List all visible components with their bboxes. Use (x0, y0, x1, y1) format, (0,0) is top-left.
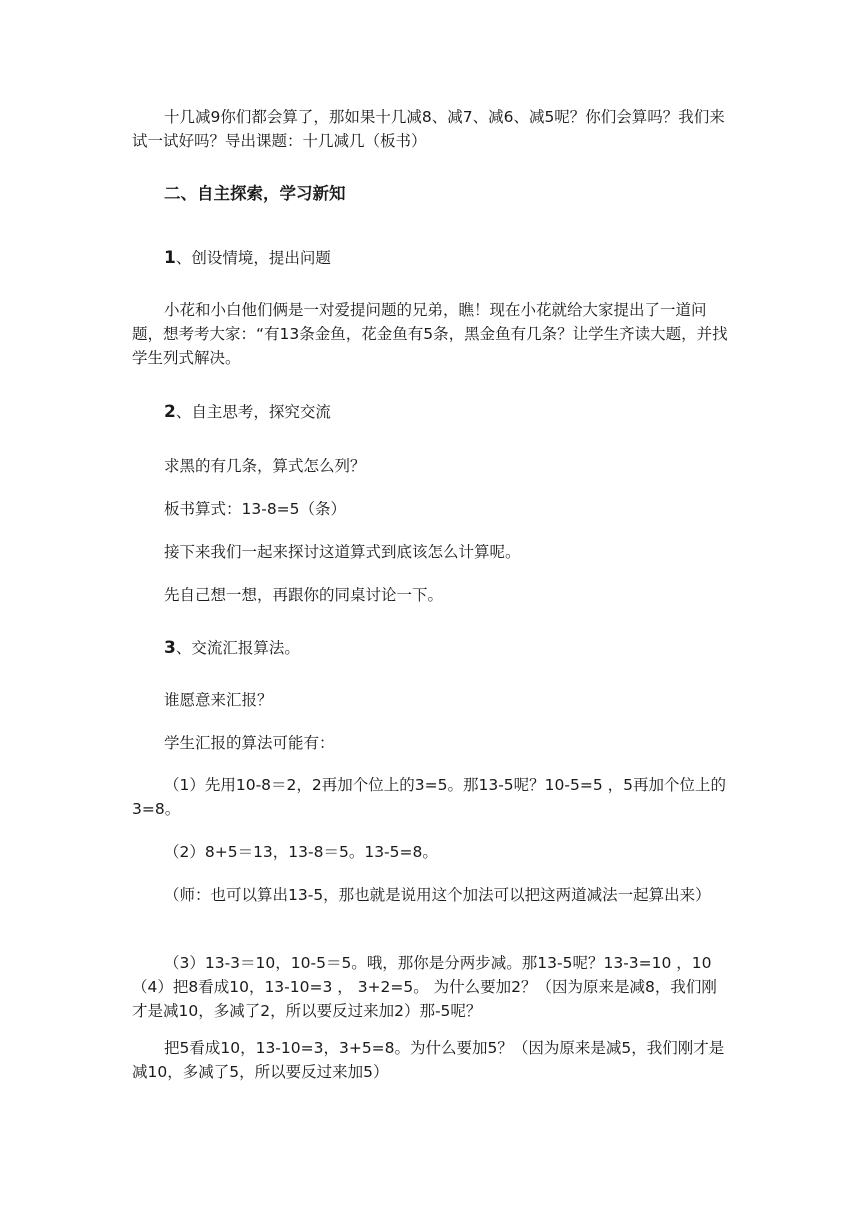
methods-paragraph: 学生汇报的算法可能有： (164, 734, 335, 752)
step1-title: 、创设情境，提出问题 (175, 249, 331, 267)
intro-paragraph: 十几减9你们都会算了，那如果十几减8、减7、减6、减5呢？你们会算吗？我们来试一试好吗？导出课题：十几减几（板书） (132, 108, 725, 150)
step1-heading (132, 246, 732, 270)
think-paragraph: 先自己想一想，再跟你的同桌讨论一下。 (164, 586, 444, 604)
method4-paragraph: 把5看成10，13-10=3，3+5=8。为什么要加5？（因为原来是减5，我们刚才是减10，多减了5，所以要反过来加5） (132, 1039, 725, 1081)
method3-paragraph: （3）13-3＝10，10-5＝5。哦，那你是分两步减。那13-5呢？13-3=10 ，10（4）把8看成10，13-10=3 ， 3+2=5。 为什么要加2？（因为原来是减8，我们刚才是减10，多减了2，所以要反过来加2）那-5呢？ (132, 954, 717, 1020)
board-paragraph: 板书算式：13-8=5（条） (164, 500, 347, 518)
teacher-note-paragraph: （师：也可以算出13-5，那也就是说用这个加法可以把这两道减法一起算出来） (164, 886, 711, 904)
step3-title: 、交流汇报算法。 (175, 639, 300, 657)
section-heading: 二、自主探索，学习新知 (164, 184, 346, 203)
next-paragraph: 接下来我们一起来探讨这道算式到底该怎么计算呢。 (164, 543, 521, 561)
step3-number: 3 (164, 638, 176, 658)
step2-number: 2 (164, 402, 176, 422)
who-paragraph: 谁愿意来汇报？ (164, 691, 273, 709)
step2-title: 、自主思考，探究交流 (175, 403, 331, 421)
story-paragraph: 小花和小白他们俩是一对爱提问题的兄弟，瞧！现在小花就给大家提出了一道问题，想考考大家：“有13条金鱼，花金鱼有5条，黑金鱼有几条？让学生齐读大题，并找学生列式解决。 (132, 301, 728, 367)
step2-heading (132, 400, 732, 424)
step1-number: 1 (164, 248, 176, 268)
method2-paragraph: （2）8+5＝13，13-8＝5。13-5=8。 (164, 843, 438, 861)
method1-paragraph: （1）先用10-8＝2，2再加个位上的3=5。那13-5呢？10-5=5 ，5再加个位上的3=8。 (132, 776, 726, 818)
question-paragraph: 求黑的有几条，算式怎么列？ (164, 457, 366, 475)
step3-heading (132, 636, 732, 660)
